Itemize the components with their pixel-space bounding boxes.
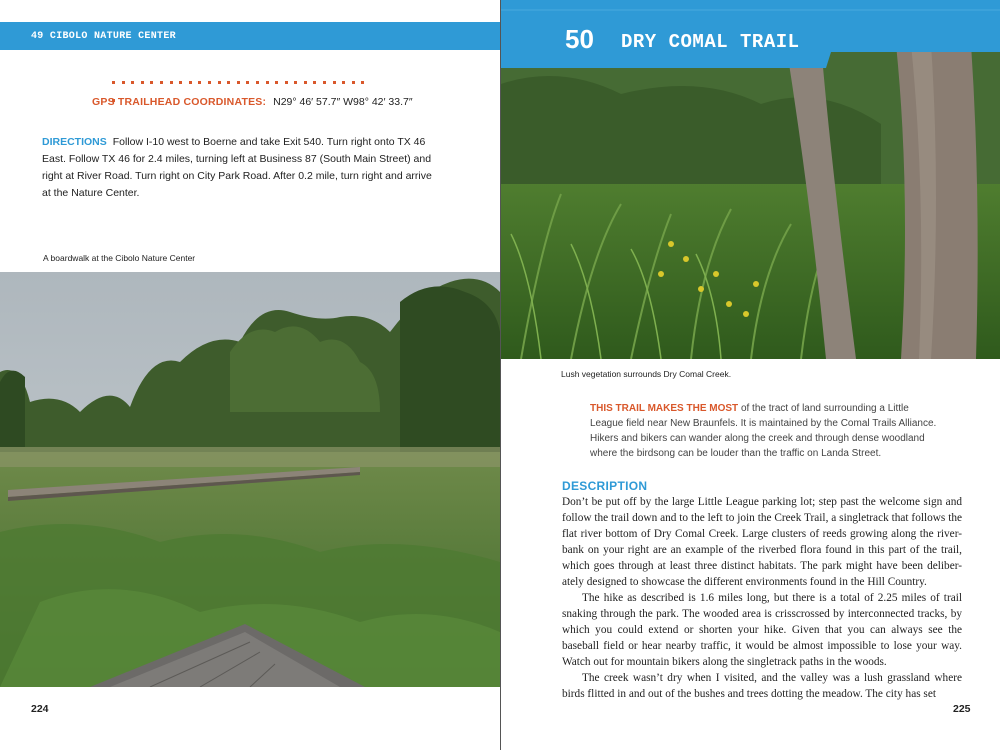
running-header: 49 CIBOLO NATURE CENTER [31,31,176,42]
description-body [562,494,962,702]
description-paragraph: The creek wasn’t dry when I visited, and the valley was a lush grassland where birds flitted in and out of the bushes and trees dotting the meadow. The city has set [562,672,962,700]
gps-coordinates [92,96,413,108]
page-number-left: 224 [31,703,49,715]
directions-text: Follow I-10 west to Boerne and take Exit 540. Turn right onto TX 46 East. Follow TX 46 for 2.4 miles, turning left at Business 87 (South Main Street) and right at River Road. Turn right on City Park Road. After 0.2 mile, turn right and arrive at the Nature Center. [42,136,432,199]
boardwalk-photo [0,272,500,687]
gps-value: N29° 46′ 57.7″ W98° 42′ 33.7″ [273,96,413,108]
right-photo-caption: Lush vegetation surrounds Dry Comal Creek. [561,369,732,379]
right-page [501,0,1000,750]
chapter-title: DRY COMAL TRAIL [621,31,800,53]
creek-vegetation-photo [501,44,1000,359]
intro-paragraph [590,401,940,461]
page-number-right: 225 [953,703,971,715]
intro-label: THIS TRAIL MAKES THE MOST [590,403,739,414]
description-heading: DESCRIPTION [562,479,648,493]
gps-label: GPS TRAILHEAD COORDINATES: [92,96,267,108]
intro-text: of the tract of land surrounding a Little League field near New Braunfels. It is maintained by the Comal Trails Alliance. Hikers and bikers can wander along the creek and through dense woodland where the birdsong can be louder than the traffic on Landa Street. [590,403,937,459]
directions-label: DIRECTIONS [42,136,107,148]
description-paragraph: Don’t be put off by the large Little League parking lot; step past the welcome sign and follow the trail down and to the left to join the Creek Trail, a singletrack that follows the flat river bottom of Dry Comal Creek. Large clusters of reeds growing along the river-bank on your right are an example of the riverbed flora found in this part of the trail, which goes through at least three distinct habitats. The park might have been deliber-ately designed to showcase the different environments found in the Hill Country. [562,496,962,588]
description-paragraph: The hike as described is 1.6 miles long, but there is a total of 2.25 miles of trail snaking through the park. The wooded area is crisscrossed by interconnected tracks, by which you could extend or shorten your hike. Given that you can always see the baseball field or hear nearby traffic, it would be almost impossible to lose your way. Watch out for mountain bikers along the singletrack paths in the woods. [562,592,962,668]
left-photo-caption: A boardwalk at the Cibolo Nature Center [43,253,196,263]
dotted-divider [112,74,372,82]
directions-paragraph [42,134,440,202]
chapter-number: 50 [565,24,594,54]
